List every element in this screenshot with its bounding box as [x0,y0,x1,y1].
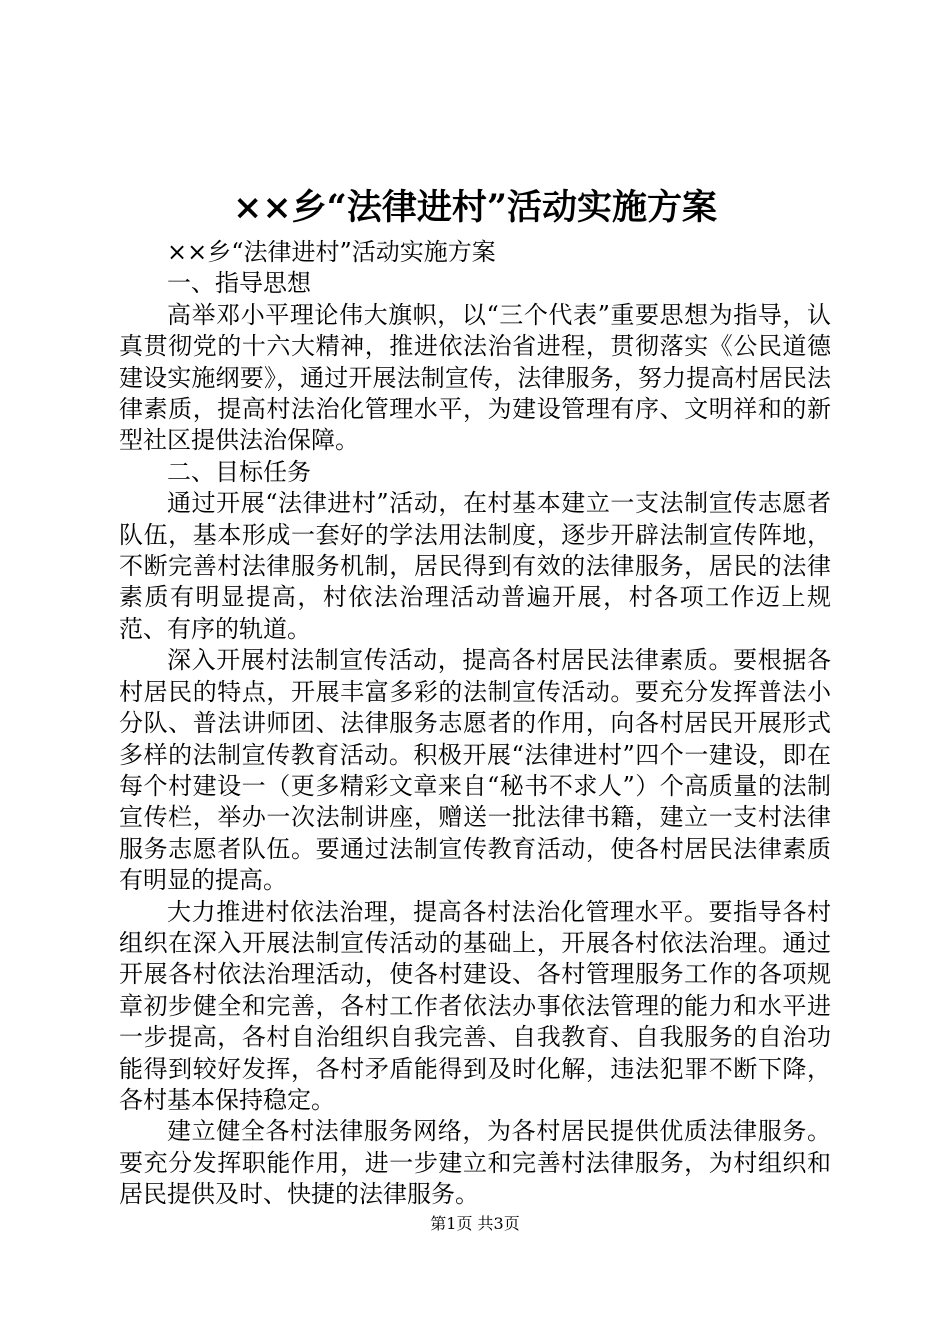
page-footer: 第1页 共3页 [430,1214,520,1233]
document-title: ××乡“法律进村”活动实施方案 [233,187,717,228]
paragraph-legal-service: 建立健全各村法律服务网络，为各村居民提供优质法律服务。要充分发挥职能作用，进一步建立和完善村法律服务，为村组织和居民提供及时、快捷的法律服务。 [119,1117,831,1209]
section-heading-guiding-ideology: 一、指导思想 [167,269,311,298]
paragraph-guiding-ideology: 高举邓小平理论伟大旗帜，以“三个代表”重要思想为指导，认真贯彻党的十六大精神，推进依法治省进程，贯彻落实《公民道德建设实施纲要》，通过开展法制宣传，法律服务，努力提高村居民法律素质，提高村法治化管理水平，为建设管理有序、文明祥和的新型社区提供法治保障。 [119,300,831,455]
paragraph-subtitle: ××乡“法律进村”活动实施方案 [167,238,496,266]
paragraph-legal-publicity: 深入开展村法制宣传活动，提高各村居民法律素质。要根据各村居民的特点，开展丰富多彩的法制宣传活动。要充分发挥普法小分队、普法讲师团、法律服务志愿者的作用，向各村居民开展形式多样的法制宣传教育活动。积极开展“法律进村”四个一建设，即在每个村建设一（更多精彩文章来自“秘书不求人”）个高质量的法制宣传栏，举办一次法制讲座，赠送一批法律书籍，建立一支村法律服务志愿者队伍。要通过法制宣传教育活动，使各村居民法律素质有明显的提高。 [119,646,831,895]
paragraph-goals: 通过开展“法律进村”活动，在村基本建立一支法制宣传志愿者队伍，基本形成一套好的学法用法制度，逐步开辟法制宣传阵地，不断完善村法律服务机制，居民得到有效的法律服务，居民的法律素质有明显提高，村依法治理活动普遍开展，村各项工作迈上规范、有序的轨道。 [119,489,831,643]
section-heading-goals: 二、目标任务 [167,457,311,486]
document-body [119,237,831,1211]
paragraph-governance: 大力推进村依法治理，提高各村法治化管理水平。要指导各村组织在深入开展法制宣传活动的基础上，开展各村依法治理。通过开展各村依法治理活动，使各村建设、各村管理服务工作的各项规章初步健全和完善，各村工作者依法办事依法管理的能力和水平进一步提高，各村自治组织自我完善、自我教育、自我服务的自治功能得到较好发挥，各村矛盾能得到及时化解，违法犯罪不断下降，各村基本保持稳定。 [119,897,831,1114]
